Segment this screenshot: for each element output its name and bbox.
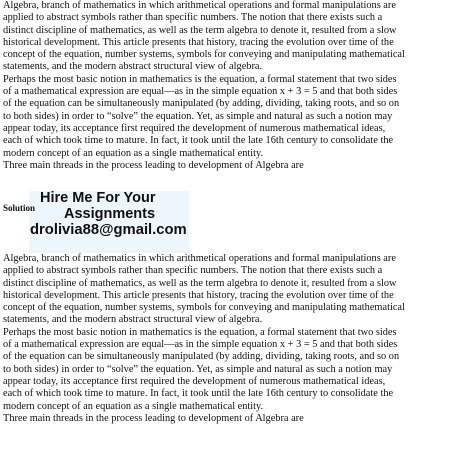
text-line: of a mathematical expression are equal—as in the simple equation x + 3 = 5 and that both sides [3, 339, 398, 351]
watermark-text-hire: Hire Me For Your [40, 190, 156, 206]
text-line: statements, and the modern abstract structural view of algebra. [3, 61, 263, 73]
text-line: distinct discipline of mathematics, as well as the term algebra to denote it, resulted from a slow [3, 277, 397, 289]
text-line: distinct discipline of mathematics, as well as the term algebra to denote it, resulted from a slow [3, 24, 397, 36]
text-line: each of which took time to mature. In fact, it took until the late 16th century to consolidate the [3, 135, 394, 147]
text-line: each of which took time to mature. In fact, it took until the late 16th century to consolidate the [3, 388, 394, 400]
text-line: Algebra, branch of mathematics in which arithmetical operations and formal manipulations are [3, 253, 396, 264]
watermark-email: drolivia88@gmail.com [30, 222, 187, 238]
watermark-text-assignments: Assignments [64, 206, 156, 222]
text-line: modern concept of an equation as a single mathematical entity. [3, 400, 264, 412]
text-line: Perhaps the most basic notion in mathematics is the equation, a formal statement that two sides [3, 73, 397, 85]
text-line: modern concept of an equation as a single mathematical entity. [3, 147, 264, 159]
text-line: applied to abstract symbols rather than specific numbers. The notion that there exists such a [3, 265, 383, 277]
text-line: to both sides) in order to “solve” the equation. Yet, as simple and natural as such a notion may [3, 110, 393, 122]
text-line: statements, and the modern abstract structural view of algebra. [3, 314, 263, 326]
answer-text [3, 253, 449, 425]
text-line: to both sides) in order to “solve” the equation. Yet, as simple and natural as such a notion may [3, 363, 393, 375]
text-line: Three main threads in the process leading to development of Algebra are [3, 159, 304, 171]
text-line: concept of the equation, number systems, symbols for conveying and manipulating mathematical [3, 302, 405, 314]
text-line: Three main threads in the process leading to development of Algebra are [3, 412, 304, 424]
text-line: Perhaps the most basic notion in mathematics is the equation, a formal statement that two sides [3, 326, 397, 338]
text-line: Algebra, branch of mathematics in which arithmetical operations and formal manipulations are [3, 0, 396, 11]
text-line: of the equation can be simultaneously manipulated (by adding, dividing, taking roots, and so on [3, 351, 400, 363]
solution-label: Solution [3, 203, 36, 213]
text-line: concept of the equation, number systems, symbols for conveying and manipulating mathematical [3, 49, 405, 61]
question-text [3, 0, 449, 172]
text-line: of a mathematical expression are equal—as in the simple equation x + 3 = 5 and that both sides [3, 86, 398, 98]
text-line: historical development. This article presents that history, tracing the evolution over time of the [3, 36, 394, 48]
text-line: historical development. This article presents that history, tracing the evolution over time of the [3, 289, 394, 301]
text-line: applied to abstract symbols rather than specific numbers. The notion that there exists such a [3, 12, 383, 24]
text-line: appear today, its acceptance first required the development of numerous mathematical ideas, [3, 122, 386, 134]
text-line: of the equation can be simultaneously manipulated (by adding, dividing, taking roots, and so on [3, 98, 400, 110]
text-line: appear today, its acceptance first required the development of numerous mathematical ideas, [3, 375, 386, 387]
